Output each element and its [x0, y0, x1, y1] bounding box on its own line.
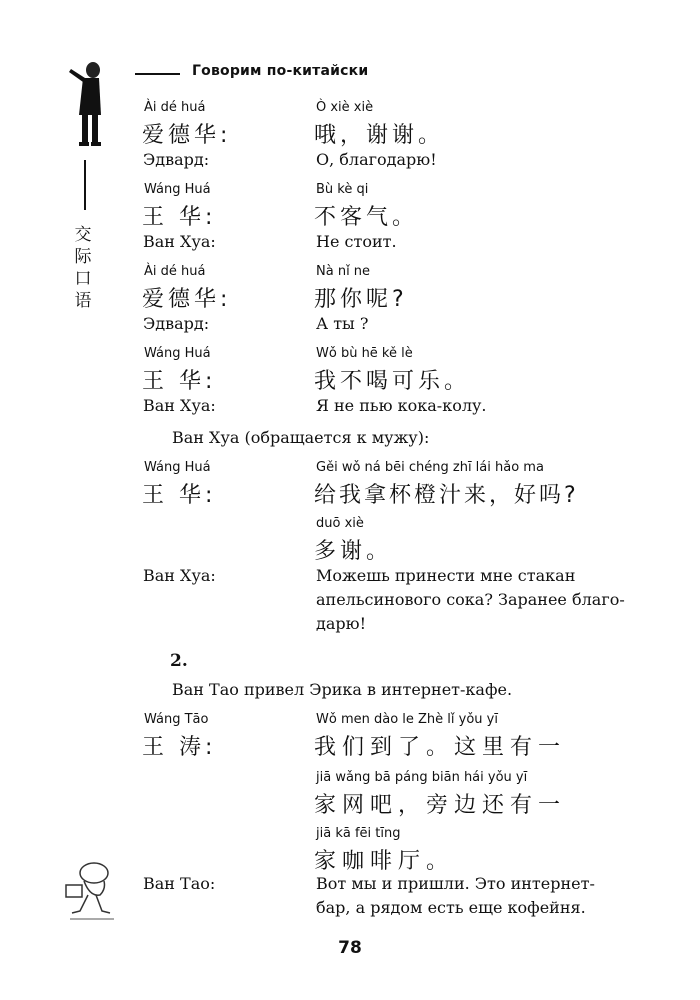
narration: Ван Тао привел Эрика в интернет-кафе. — [172, 680, 513, 699]
line-hanzi: 多谢。 — [314, 539, 393, 564]
person-illustration — [65, 60, 115, 150]
line-pinyin: Wǒ bù hē kě lè — [316, 346, 413, 361]
line-pinyin: Bù kè qi — [316, 182, 369, 197]
section-number: 2. — [170, 651, 188, 671]
sidebar-char: 语 — [74, 291, 92, 311]
speaker-pinyin: Ài dé huá — [144, 264, 206, 279]
line-hanzi: 家咖啡厅。 — [314, 849, 455, 874]
sidebar-label — [70, 224, 96, 312]
speaker-hanzi: 爱德华: — [142, 123, 232, 148]
sidebar-char: 际 — [74, 247, 92, 267]
line-russian: О, благодарю! — [316, 150, 437, 169]
line-hanzi: 不客气。 — [314, 205, 419, 230]
line-hanzi: 我们到了。这里有一 — [314, 735, 567, 760]
line-russian: бар, а рядом есть еще кофейня. — [316, 898, 586, 917]
line-pinyin: Gěi wǒ ná bēi chéng zhī lái hǎo ma — [316, 460, 544, 475]
speaker-russian: Эдвард: — [143, 314, 210, 333]
line-hanzi: 给我拿杯橙汁来，好吗? — [314, 483, 579, 508]
speaker-russian: Ван Тао: — [143, 874, 216, 893]
line-russian: Не стоит. — [316, 232, 397, 251]
speaker-pinyin: Wáng Tāo — [144, 712, 209, 727]
speaker-russian: Ван Хуа: — [143, 232, 216, 251]
line-pinyin: Ò xiè xiè — [316, 100, 374, 115]
line-pinyin: Wǒ men dào le Zhè lǐ yǒu yī — [316, 712, 498, 727]
line-pinyin: Nà nǐ ne — [316, 264, 371, 279]
cartoon-character-illustration — [60, 855, 120, 925]
narration: Ван Хуа (обращается к мужу): — [172, 428, 430, 447]
speaker-pinyin: Ài dé huá — [144, 100, 206, 115]
line-pinyin: jiā wǎng bā páng biān hái yǒu yī — [316, 770, 528, 785]
line-russian: Я не пью кока-колу. — [316, 396, 487, 415]
speaker-hanzi: 王 涛: — [142, 735, 217, 760]
line-russian: дарю! — [316, 614, 366, 633]
sidebar-char: 交 — [74, 225, 92, 245]
sidebar-rule — [84, 160, 86, 210]
speaker-pinyin: Wáng Huá — [144, 346, 211, 361]
speaker-pinyin: Wáng Huá — [144, 182, 211, 197]
speaker-hanzi: 王 华: — [142, 369, 217, 394]
speaker-russian: Эдвард: — [143, 150, 210, 169]
line-russian: Можешь принести мне стакан — [316, 566, 576, 585]
header-rule — [135, 73, 180, 75]
line-hanzi: 家网吧，旁边还有一 — [314, 793, 567, 818]
line-russian: апельсинового сока? Заранее благо- — [316, 590, 625, 609]
line-russian: Вот мы и пришли. Это интернет- — [316, 874, 595, 893]
line-hanzi: 那你呢? — [314, 287, 408, 312]
speaker-hanzi: 王 华: — [142, 483, 217, 508]
speaker-pinyin: Wáng Huá — [144, 460, 211, 475]
line-hanzi: 我不喝可乐。 — [314, 369, 471, 394]
line-hanzi: 哦，谢谢。 — [314, 123, 445, 148]
page-number: 78 — [338, 938, 362, 958]
sidebar-char: 口 — [74, 269, 92, 289]
speaker-hanzi: 王 华: — [142, 205, 217, 230]
speaker-hanzi: 爱德华: — [142, 287, 232, 312]
running-header: Говорим по-китайски — [192, 63, 369, 79]
speaker-russian: Ван Хуа: — [143, 396, 216, 415]
speaker-russian: Ван Хуа: — [143, 566, 216, 585]
line-russian: А ты ? — [316, 314, 369, 333]
line-pinyin: duō xiè — [316, 516, 364, 531]
line-pinyin: jiā kā fēi tīng — [316, 826, 401, 841]
